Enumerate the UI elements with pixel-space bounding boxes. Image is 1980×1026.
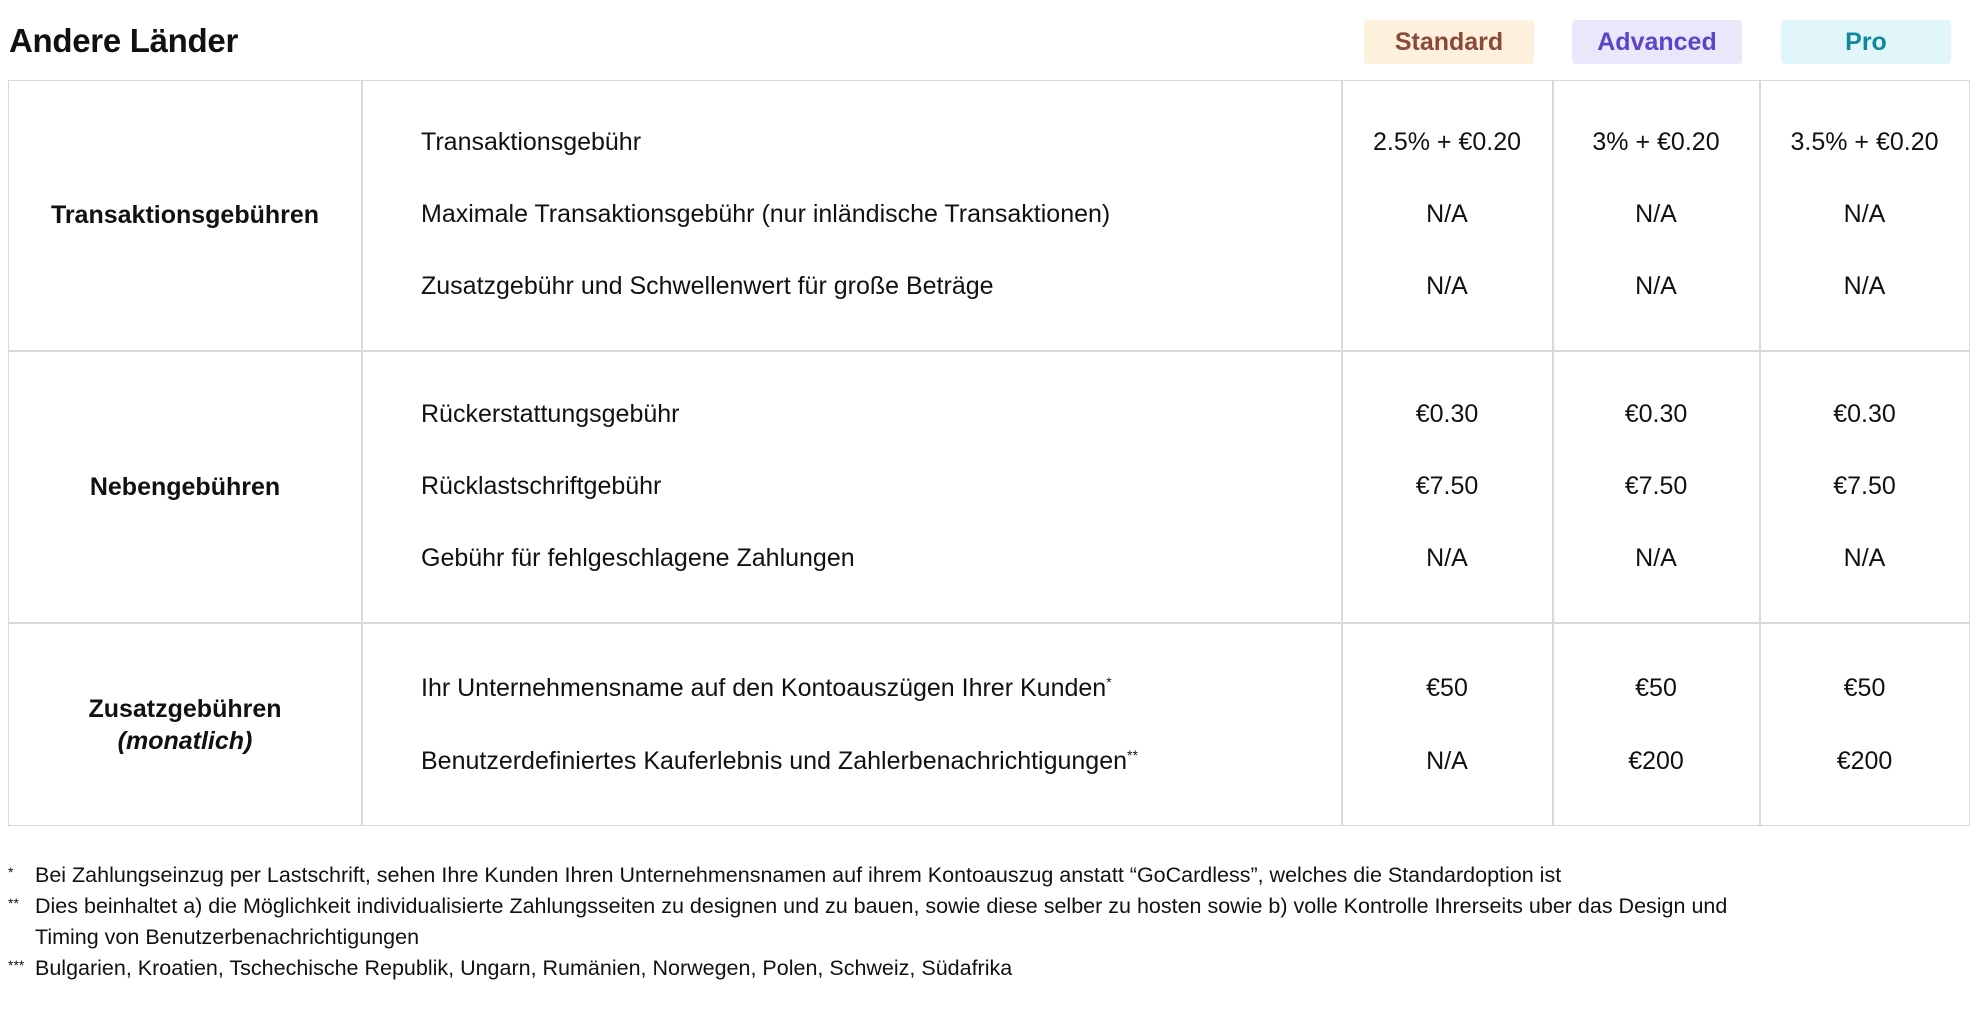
row-value-advanced: €0.30 xyxy=(1624,400,1688,428)
row-value-pro: €50 xyxy=(1843,674,1886,702)
footnote-mark: *** xyxy=(8,957,25,973)
category-subtitle: (monatlich) xyxy=(117,727,253,755)
footnote-text: Bulgarien, Kroatien, Tschechische Republik, Ungarn, Rumänien, Norwegen, Polen, Schweiz, Südafrika xyxy=(35,956,1013,980)
footnote-text: Dies beinhaltet a) die Möglichkeit individualisierte Zahlungsseiten zu designen und zu bauen, sowie diese selber zu hosten sowie b) volle Kontrolle Ihrerseits uber das Design und xyxy=(35,894,1728,918)
column-divider xyxy=(361,80,363,826)
row-label-text: Ihr Unternehmensname auf den Kontoauszügen Ihrer Kunden xyxy=(421,674,1107,702)
plan-badge-advanced: Advanced xyxy=(1572,20,1742,64)
row-value-advanced: 3% + €0.20 xyxy=(1592,128,1720,156)
row-label-text: Benutzerdefiniertes Kauferlebnis und Zahlerbenachrichtigungen xyxy=(421,747,1128,775)
row-value-pro: N/A xyxy=(1843,544,1886,572)
row-value-pro: €0.30 xyxy=(1833,400,1896,428)
row-value-pro: €200 xyxy=(1836,747,1893,775)
footnote-text: Bei Zahlungseinzug per Lastschrift, sehen Ihre Kunden Ihren Unternehmensnamen auf ihrem Kontoauszug anstatt “GoCardless”, welches die Standardoption ist xyxy=(35,863,1562,887)
row-value-pro: €7.50 xyxy=(1833,472,1896,500)
footnote-marker: * xyxy=(1106,674,1112,690)
footnote-marker: ** xyxy=(1127,747,1138,763)
column-divider xyxy=(1341,80,1343,826)
footnote xyxy=(8,891,1948,953)
row-divider xyxy=(8,622,1970,624)
row-value-advanced: €7.50 xyxy=(1624,472,1688,500)
row-value-advanced: €50 xyxy=(1635,674,1677,702)
row-value-standard: N/A xyxy=(1426,544,1468,572)
page-title: Andere Länder xyxy=(9,22,238,59)
column-divider xyxy=(1552,80,1554,826)
row-value-advanced: N/A xyxy=(1635,544,1677,572)
row-label: Zusatzgebühr und Schwellenwert für große Beträge xyxy=(421,272,994,300)
footnote-text-continued: Timing von Benutzerbenachrichtigungen xyxy=(35,925,420,949)
row-value-standard: N/A xyxy=(1426,200,1468,228)
row-label: Gebühr für fehlgeschlagene Zahlungen xyxy=(421,544,855,572)
row-value-advanced: N/A xyxy=(1635,272,1677,300)
category-zusatzgebuehren xyxy=(10,693,360,757)
row-value-standard: €50 xyxy=(1426,674,1468,702)
row-label: Rückerstattungsgebühr xyxy=(421,400,680,428)
row-label: Rücklastschriftgebühr xyxy=(421,472,662,500)
row-value-advanced: N/A xyxy=(1635,200,1677,228)
row-label: Maximale Transaktionsgebühr (nur inländische Transaktionen) xyxy=(421,200,1111,228)
row-label: Transaktionsgebühr xyxy=(421,128,642,156)
footnote-mark: ** xyxy=(8,895,19,911)
row-label xyxy=(421,668,1112,708)
row-divider xyxy=(8,350,1970,352)
row-value-standard: N/A xyxy=(1426,272,1468,300)
category-title: Zusatzgebühren xyxy=(88,695,282,723)
footnote xyxy=(8,953,1948,984)
row-label xyxy=(421,741,1138,781)
row-value-standard: €0.30 xyxy=(1415,400,1479,428)
footnote-mark: * xyxy=(8,864,14,880)
row-value-pro: 3.5% + €0.20 xyxy=(1790,128,1939,156)
column-divider xyxy=(1759,80,1761,826)
row-value-standard: €7.50 xyxy=(1415,472,1479,500)
row-value-standard: N/A xyxy=(1426,747,1468,775)
footnote xyxy=(8,860,1948,891)
category-nebengebuehren: Nebengebühren xyxy=(89,473,281,501)
plan-badge-pro: Pro xyxy=(1781,20,1951,64)
row-value-standard: 2.5% + €0.20 xyxy=(1372,128,1522,156)
plan-badge-standard: Standard xyxy=(1364,20,1534,64)
row-value-advanced: €200 xyxy=(1628,747,1684,775)
category-transaktionsgebuehren: Transaktionsgebühren xyxy=(50,201,320,229)
row-value-pro: N/A xyxy=(1843,272,1886,300)
row-value-pro: N/A xyxy=(1843,200,1886,228)
